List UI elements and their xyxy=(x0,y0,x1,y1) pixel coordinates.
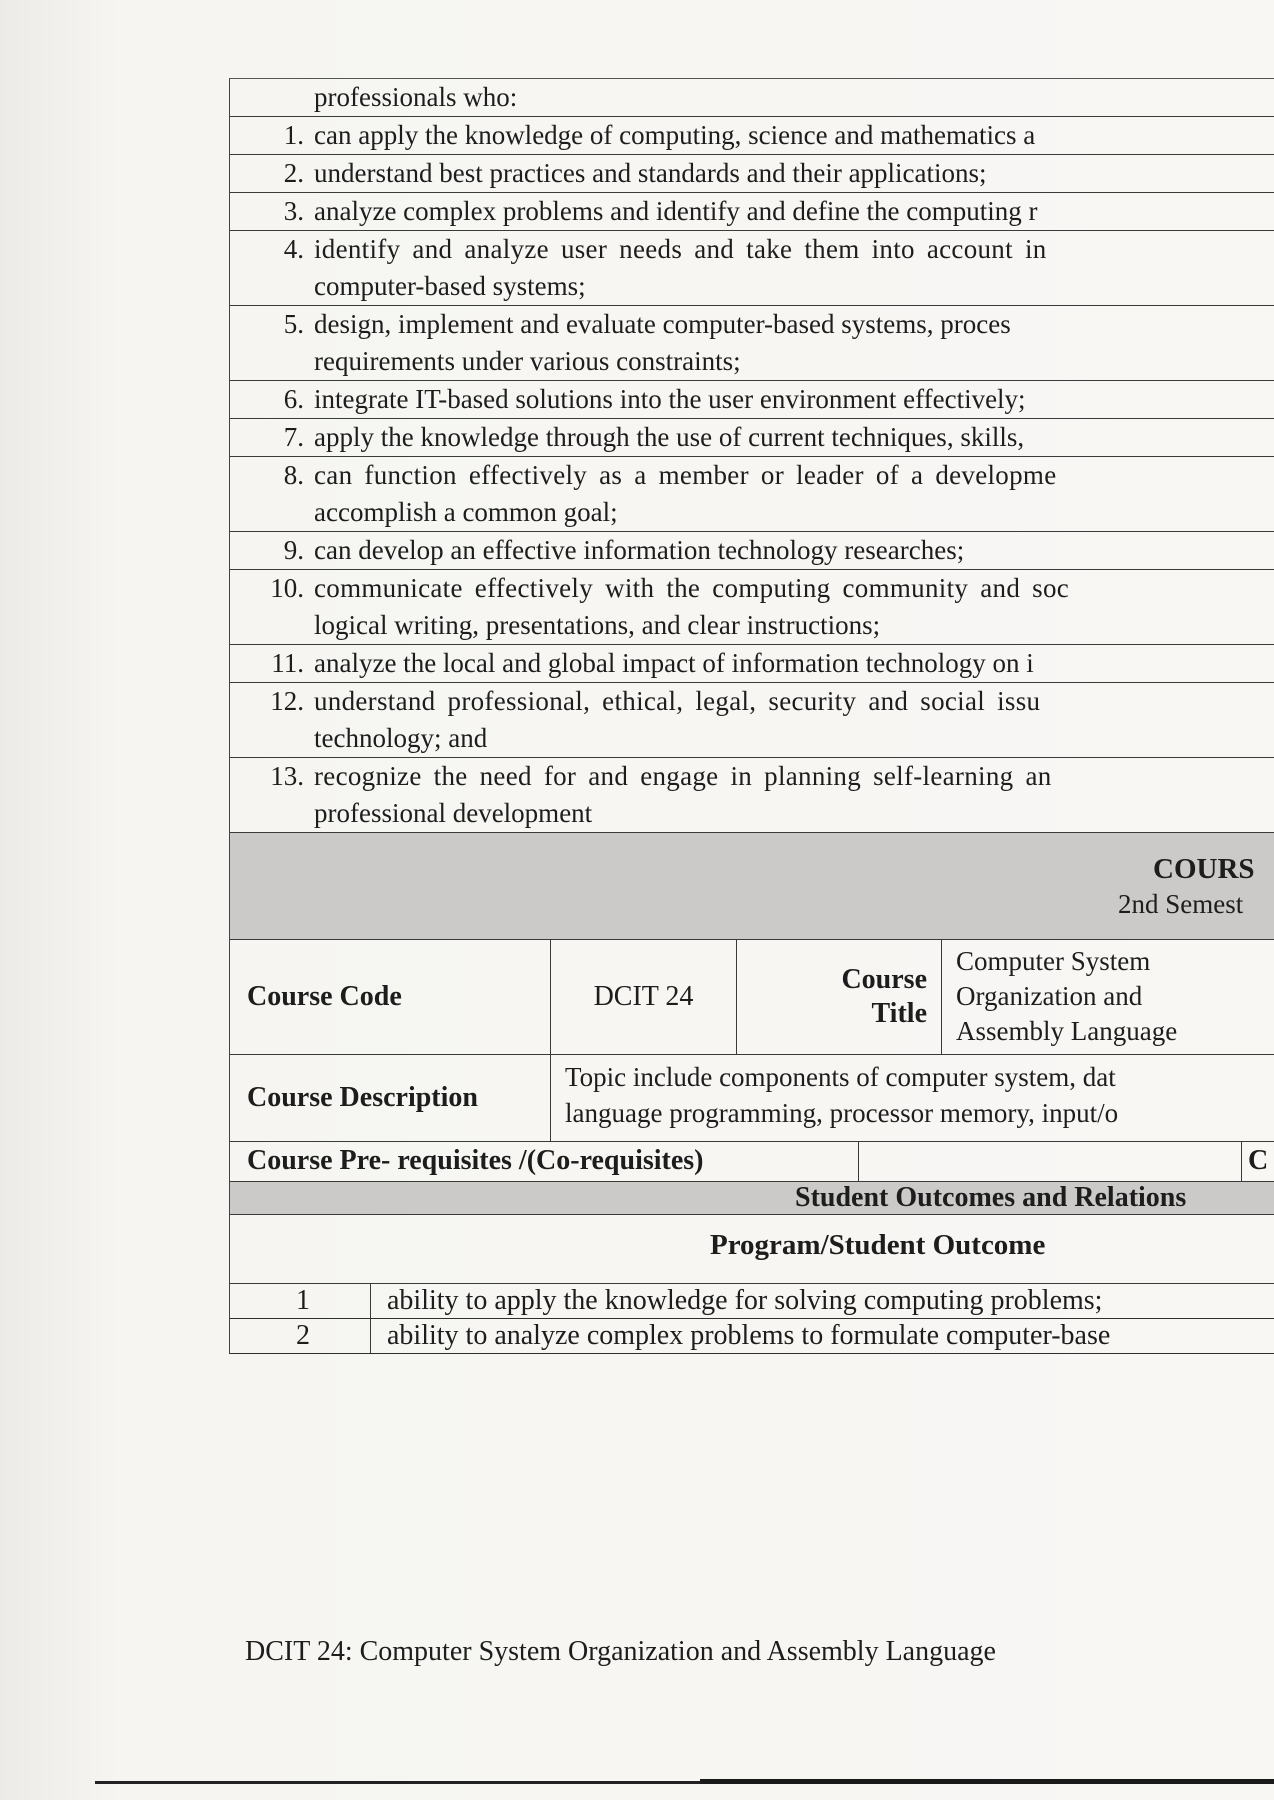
outcome-text: can develop an effective information technology researches; xyxy=(314,535,965,565)
outcome-text-line: communicate effectively with the computing community and soc xyxy=(314,573,1070,603)
course-title-label-2: Title xyxy=(871,998,927,1029)
course-info-table xyxy=(229,940,1274,1182)
student-outcome-text: ability to apply the knowledge for solving computing problems; xyxy=(387,1285,1103,1316)
outcome-text: can apply the knowledge of computing, science and mathematics a xyxy=(314,120,1036,150)
outcome-row xyxy=(230,683,1274,758)
outcome-row xyxy=(230,155,1274,193)
outcome-text-line: professional development xyxy=(314,798,593,828)
outcome-row xyxy=(230,532,1274,570)
outcome-text-line: computer-based systems; xyxy=(314,271,586,301)
outcome-text: apply the knowledge through the use of current techniques, skills, xyxy=(314,422,1025,452)
course-title-line: Computer System xyxy=(956,946,1151,976)
outcomes-intro-row xyxy=(230,79,1274,117)
outcomes-intro: professionals who: xyxy=(314,82,518,112)
outcome-number: 2. xyxy=(283,158,304,188)
bottom-rule-shadow xyxy=(700,1779,1274,1784)
outcome-text-line: understand professional, ethical, legal, security and social issu xyxy=(314,686,1041,716)
course-code-row xyxy=(230,940,1274,1055)
student-outcome-number: 2 xyxy=(230,1319,371,1353)
course-title-label-1: Course xyxy=(841,964,927,995)
outcome-text-line: logical writing, presentations, and clear instructions; xyxy=(314,610,881,640)
outcome-text: analyze complex problems and identify and define the computing r xyxy=(314,196,1038,226)
outcome-row xyxy=(230,381,1274,419)
semester-label: 2nd Semest xyxy=(1118,889,1244,919)
program-outcomes-list xyxy=(229,79,1274,833)
student-outcome-row xyxy=(230,1319,1274,1354)
course-description-line: language programming, processor memory, input/o xyxy=(565,1098,1119,1128)
outcome-text-line: recognize the need for and engage in planning self-learning an xyxy=(314,761,1052,791)
outcome-text-line: can function effectively as a member or leader of a developme xyxy=(314,460,1057,490)
outcome-text-line: accomplish a common goal; xyxy=(314,497,618,527)
course-title-label xyxy=(737,940,942,1054)
outcome-row xyxy=(230,419,1274,457)
outcome-number: 11. xyxy=(271,648,304,678)
course-prerequisites-value xyxy=(859,1142,1242,1181)
course-description-label: Course Description xyxy=(230,1055,551,1141)
outcome-row xyxy=(230,117,1274,155)
outcome-text-line: design, implement and evaluate computer-based systems, proces xyxy=(314,309,1011,339)
course-code-value: DCIT 24 xyxy=(551,940,737,1054)
outcome-number: 10. xyxy=(270,573,304,603)
outcome-number: 8. xyxy=(283,460,304,490)
course-description-line: Topic include components of computer system, dat xyxy=(565,1062,1116,1092)
footer-course-title: DCIT 24: Computer System Organization and Assembly Language xyxy=(245,1636,996,1667)
course-title-line: Assembly Language xyxy=(956,1016,1178,1046)
outcome-row xyxy=(230,570,1274,645)
student-outcomes-band xyxy=(229,1182,1274,1215)
course-title-value xyxy=(942,940,1274,1054)
outcome-row xyxy=(230,645,1274,683)
document-sheet xyxy=(229,78,1274,1354)
program-student-outcome-header: Program/Student Outcome xyxy=(710,1229,1046,1261)
course-title-line: Organization and xyxy=(956,981,1143,1011)
outcome-text-line: requirements under various constraints; xyxy=(314,346,741,376)
outcome-text: analyze the local and global impact of information technology on i xyxy=(314,648,1034,678)
outcome-row xyxy=(230,457,1274,532)
course-description-value xyxy=(551,1055,1274,1141)
outcome-number: 4. xyxy=(283,234,304,264)
outcome-row xyxy=(230,306,1274,381)
outcome-row xyxy=(230,758,1274,833)
outcome-row xyxy=(230,193,1274,231)
student-outcome-row xyxy=(230,1284,1274,1319)
outcome-number: 7. xyxy=(283,422,304,452)
student-outcome-text: ability to analyze complex problems to formulate computer-base xyxy=(387,1320,1111,1351)
student-outcome-number: 1 xyxy=(230,1284,371,1318)
outcome-text-line: technology; and xyxy=(314,723,488,753)
outcome-number: 1. xyxy=(283,120,304,150)
outcome-text: understand best practices and standards and their applications; xyxy=(314,158,987,188)
program-student-outcome-header-row xyxy=(229,1215,1274,1284)
outcome-number: 6. xyxy=(283,384,304,414)
outcome-number: 9. xyxy=(283,535,304,565)
outcome-text-line: identify and analyze user needs and take them into account in xyxy=(314,234,1047,264)
outcome-row xyxy=(230,231,1274,306)
outcome-number: 5. xyxy=(283,309,304,339)
course-prerequisites-row xyxy=(230,1142,1274,1182)
course-credit-label: C xyxy=(1248,1145,1269,1176)
outcome-number: 13. xyxy=(270,761,304,791)
course-heading-band xyxy=(229,833,1274,940)
student-outcomes-title: Student Outcomes and Relations xyxy=(795,1182,1187,1213)
course-code-label: Course Code xyxy=(230,940,551,1054)
outcome-number: 12. xyxy=(270,686,304,716)
course-description-row xyxy=(230,1055,1274,1142)
student-outcomes-list xyxy=(229,1284,1274,1354)
course-heading: COURS xyxy=(1153,853,1255,885)
course-prerequisites-label: Course Pre- requisites /(Co-requisites) xyxy=(230,1142,859,1181)
outcome-number: 3. xyxy=(283,196,304,226)
outcome-text: integrate IT-based solutions into the user environment effectively; xyxy=(314,384,1026,414)
